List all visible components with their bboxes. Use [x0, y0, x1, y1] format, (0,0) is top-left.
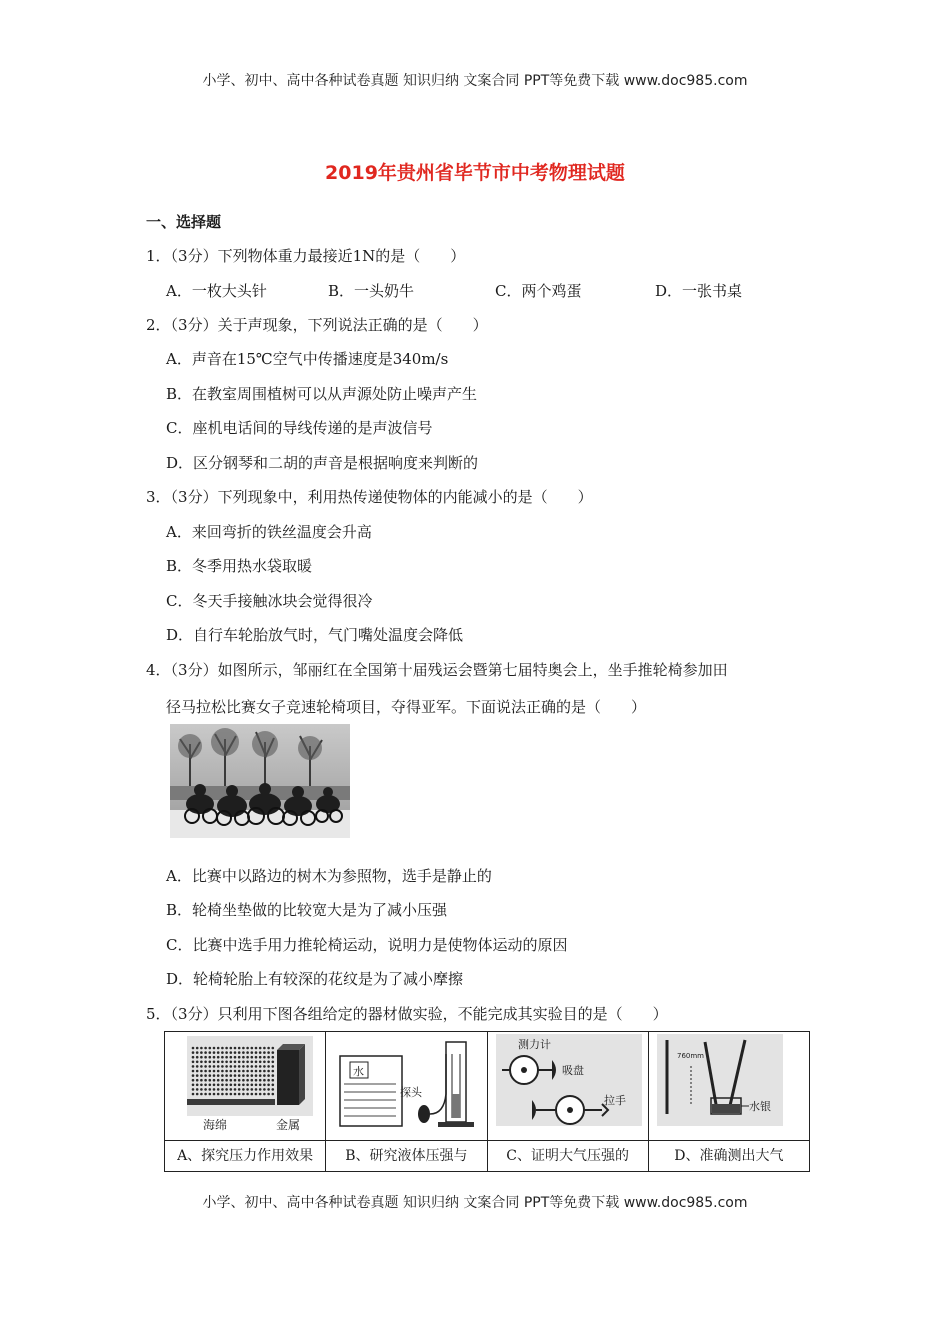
- apparatus-caption-a: A、探究压力作用效果: [165, 1140, 325, 1171]
- question-3-option-a: A．来回弯折的铁丝温度会升高: [166, 523, 372, 541]
- sponge-label: 海绵: [203, 1118, 228, 1132]
- apparatus-caption-c: C、证明大气压强的: [488, 1140, 648, 1171]
- apparatus-cell-d: [648, 1032, 809, 1172]
- question-2-option-d: D．区分钢琴和二胡的声音是根据响度来判断的: [166, 454, 479, 472]
- question-1-option-d: D．一张书桌: [655, 282, 743, 300]
- question-4-stem-line-2: 径马拉松比赛女子竞速轮椅项目，夺得亚军。下面说法正确的是（ ）: [166, 698, 647, 716]
- height-label: 760mm: [676, 1052, 704, 1060]
- apparatus-table: [164, 1031, 810, 1172]
- apparatus-cell-b: [326, 1032, 487, 1172]
- section-heading: 一、选择题: [146, 213, 222, 231]
- question-4-option-d: D．轮椅轮胎上有较深的花纹是为了减小摩擦: [166, 970, 464, 988]
- question-3-option-b: B．冬季用热水袋取暖: [166, 557, 313, 575]
- question-1-stem: 1．（3分）下列物体重力最接近1N的是（ ）: [146, 247, 466, 265]
- mercury-label: 水银: [748, 1100, 771, 1113]
- question-2-option-b: B．在教室周围植树可以从声源处防止噪声产生: [166, 385, 478, 403]
- suction-cup-label: 吸盘: [561, 1064, 584, 1077]
- question-4-option-c: C．比赛中选手用力推轮椅运动，说明力是使物体运动的原因: [166, 936, 568, 954]
- question-4-option-a: A．比赛中以路边的树木为参照物，选手是静止的: [166, 867, 492, 885]
- torricelli-figure: [657, 1034, 807, 1138]
- apparatus-caption-d: D、准确测出大气: [649, 1140, 809, 1171]
- question-4-stem-line-1: 4．（3分）如图所示，邹丽红在全国第十届残运会暨第七届特奥会上，坐手推轮椅参加田: [146, 661, 728, 679]
- question-3-option-d: D．自行车轮胎放气时，气门嘴处温度会降低: [166, 626, 464, 644]
- dynamometer-label: 测力计: [517, 1038, 551, 1051]
- question-3-option-c: C．冬天手接触冰块会觉得很冷: [166, 592, 373, 610]
- question-2-option-a: A．声音在15℃空气中传播速度是340m/s: [166, 350, 449, 368]
- question-4-option-b: B．轮椅坐垫做的比较宽大是为了减小压强: [166, 901, 448, 919]
- question-3-stem: 3．（3分）下列现象中，利用热传递使物体的内能减小的是（ ）: [146, 488, 593, 506]
- handle-label: 拉手: [603, 1094, 626, 1107]
- sponge-metal-figure: [173, 1034, 323, 1138]
- question-1-option-b: B．一头奶牛: [328, 282, 415, 300]
- apparatus-cell-a: [165, 1032, 326, 1172]
- water-label: 水: [353, 1065, 365, 1078]
- question-2-stem: 2．（3分）关于声现象，下列说法正确的是（ ）: [146, 316, 488, 334]
- question-2-option-c: C．座机电话间的导线传递的是声波信号: [166, 419, 433, 437]
- page-title: 2019年贵州省毕节市中考物理试题: [325, 162, 625, 184]
- question-1-option-c: C．两个鸡蛋: [495, 282, 582, 300]
- question-1-option-a: A．一枚大头针: [166, 282, 267, 300]
- liquid-pressure-figure: [334, 1034, 484, 1138]
- apparatus-caption-b: B、研究液体压强与: [326, 1140, 486, 1171]
- question-5-stem: 5．（3分）只利用下图各组给定的器材做实验，不能完成其实验目的是（ ）: [146, 1005, 668, 1023]
- atmospheric-pressure-figure: [496, 1034, 646, 1138]
- probe-label: 探头: [400, 1086, 423, 1099]
- footer-banner: 小学、初中、高中各种试卷真题 知识归纳 文案合同 PPT等免费下载 www.doc985.com: [202, 1195, 748, 1211]
- header-banner: 小学、初中、高中各种试卷真题 知识归纳 文案合同 PPT等免费下载 www.doc985.com: [202, 73, 748, 89]
- apparatus-cell-c: [487, 1032, 648, 1172]
- metal-label: 金属: [276, 1118, 301, 1132]
- wheelchair-race-photo: [170, 724, 350, 838]
